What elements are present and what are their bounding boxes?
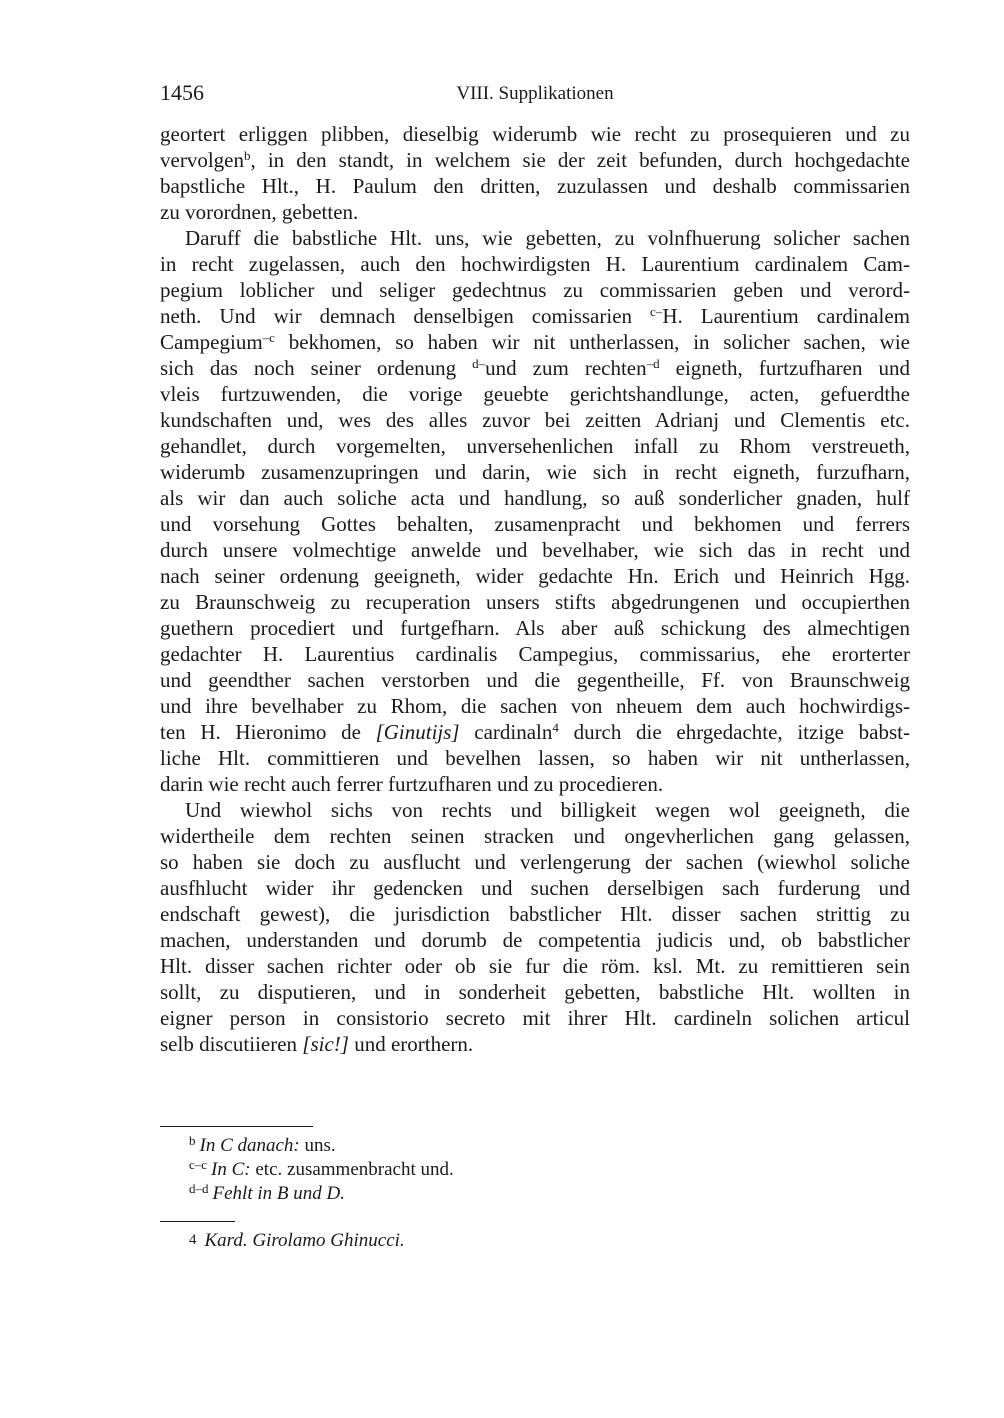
text-line: geortert erliggen plibben, dieselbig widerumb wie recht zu prosequieren und zu — [160, 122, 910, 146]
text-run: und erorthern. — [348, 1032, 474, 1056]
footnote-mark: d– — [472, 356, 486, 371]
text-line: Und wiewhol sichs von rechts und billigkeit wegen wol geeigneth, die — [185, 798, 910, 822]
text-line: und ihre bevelhaber zu Rhom, die sachen von nheuem dem auch hochwirdigs- — [160, 694, 910, 718]
text-run: ten H. Hieronimo de — [160, 720, 376, 744]
text-line: kundschaften und, wes des alles zuvor bei zeitten Adrianj und Clementis etc. — [160, 408, 910, 432]
text-run: H. Laurentium cardinalem — [662, 304, 910, 328]
text-run: sich das noch seiner ordenung — [160, 356, 473, 380]
text-run: bekhomen, so haben wir nit untherlassen, in solicher sachen, wie — [274, 330, 910, 354]
text-run: neth. Und wir demnach denselbigen comissarien — [160, 304, 651, 328]
note-mark: b — [189, 1133, 196, 1148]
note-italic: Kard. Girolamo Ghinucci. — [204, 1230, 405, 1251]
text-run: Campegium — [160, 330, 263, 354]
footnote-mark: 4 — [552, 720, 559, 735]
text-line: pegium loblicher und seliger gedechtnus zu commissarien geben und verord- — [160, 278, 910, 302]
text-line: in recht zugelassen, auch den hochwirdigsten H. Laurentium cardinalem Cam- — [160, 252, 910, 276]
text-line: endschaft gewest), die jurisdiction babstlicher Hlt. disser sachen strittig zu — [160, 902, 910, 926]
text-line: ausfhlucht wider ihr gedencken und suchen derselbigen sach furderung und — [160, 876, 910, 900]
running-title: VIII. Supplikationen — [456, 83, 614, 104]
note-mark: 4 — [189, 1232, 197, 1248]
text-line — [160, 147, 910, 173]
text-line: sollt, zu disputieren, und in sonderheit gebetten, babstliche Hlt. wollten in — [160, 980, 910, 1004]
text-line: gedachter H. Laurentius cardinalis Campegius, commissarius, ehe erorterter — [160, 642, 910, 666]
note-mark: c–c — [189, 1157, 208, 1172]
footnote-rule — [160, 1221, 235, 1222]
text-line: widertheile dem rechten seinen stracken und ongevherlichen gang gelassen, — [160, 824, 910, 848]
text-line: und vorsehung Gottes behalten, zusamenpracht und bekhomen und ferrers — [160, 512, 910, 536]
editorial-insertion: [Ginutijs] — [375, 720, 460, 744]
note-text: uns. — [299, 1135, 336, 1156]
text-line: Daruff die babstliche Hlt. uns, wie gebetten, zu volnfhuerung solicher sachen — [185, 226, 910, 250]
note-italic: In C danach: — [199, 1135, 300, 1156]
footnote-mark: –c — [262, 330, 275, 345]
editorial-insertion: [sic!] — [302, 1032, 349, 1056]
text-line — [160, 1031, 910, 1057]
text-line: liche Hlt. committieren und bevelhen lassen, so haben wir nit untherlassen, — [160, 746, 910, 770]
page-number: 1456 — [160, 80, 204, 105]
text-line: und geendther sachen verstorben und die gegentheille, Ff. von Braunschweig — [160, 668, 910, 692]
page-header — [160, 80, 910, 106]
text-run: eigneth, furtzufharen und — [659, 356, 910, 380]
text-run: vervolgen — [160, 148, 244, 172]
text-line — [160, 719, 910, 745]
text-line: darin wie recht auch ferrer furtzufharen und zu procedieren. — [160, 772, 664, 796]
text-run: durch die ehrgedachte, itzige babst- — [558, 720, 910, 744]
text-line: durch unsere volmechtige anwelde und bevelhaber, wie sich das in recht und — [160, 538, 910, 562]
text-line: so haben sie doch zu ausflucht und verlengerung der sachen (wiewhol soliche — [160, 850, 910, 874]
note-text: etc. zusammenbracht und. — [250, 1159, 454, 1180]
apparatus-note-c — [189, 1158, 454, 1183]
apparatus-note-b — [189, 1134, 336, 1159]
text-line: widerumb zusamenzupringen und darin, wie sich in recht eigneth, furzufharn, — [160, 460, 910, 484]
apparatus-note-d — [189, 1182, 345, 1207]
apparatus-rule — [160, 1126, 313, 1127]
text-run: selb discutiieren — [160, 1032, 303, 1056]
text-run: und zum rechten — [485, 356, 647, 380]
text-line: Hlt. disser sachen richter oder ob sie fur die röm. ksl. Mt. zu remittieren sein — [160, 954, 910, 978]
footnote-mark: b — [243, 148, 251, 163]
text-line — [160, 355, 910, 381]
note-italic: In C: — [211, 1159, 251, 1180]
footnote-4 — [189, 1229, 405, 1254]
note-italic: Fehlt in B und D. — [212, 1183, 345, 1204]
text-run: cardinaln — [459, 720, 553, 744]
footnote-mark: c– — [650, 304, 663, 319]
text-line: als wir dan auch soliche acta und handlung, so auß sonderlicher gnaden, hulf — [160, 486, 910, 510]
text-line: guethern procediert und furtgefharn. Als aber auß schickung des almechtigen — [160, 616, 910, 640]
text-line: zu Braunschweig zu recuperation unsers stifts abgedrungenen und occupierthen — [160, 590, 910, 614]
footnote-mark: –d — [646, 356, 660, 371]
text-line: bapstliche Hlt., H. Paulum den dritten, zuzulassen und deshalb commissarien — [160, 174, 910, 198]
note-mark: d–d — [189, 1181, 209, 1196]
main-text — [160, 121, 910, 1057]
text-line: vleis furtzuwenden, die vorige geuebte gerichtshandlunge, acten, gefuerdthe — [160, 382, 910, 406]
text-line: zu vorordnen, gebetten. — [160, 200, 359, 224]
text-line — [160, 303, 910, 329]
text-line: eigner person in consistorio secreto mit ihrer Hlt. cardineln solichen articul — [160, 1006, 910, 1030]
text-line: nach seiner ordenung geeigneth, wider gedachte Hn. Erich und Heinrich Hgg. — [160, 564, 910, 588]
text-line: gehandlet, durch vorgemelten, unversehenlichen infall zu Rhom verstreueth, — [160, 434, 910, 458]
text-line — [160, 329, 910, 355]
text-run: , in den standt, in welchem sie der zeit befunden, durch hochgedachte — [250, 148, 910, 172]
text-line: machen, understanden und dorumb de competentia judicis und, ob babstlicher — [160, 928, 910, 952]
